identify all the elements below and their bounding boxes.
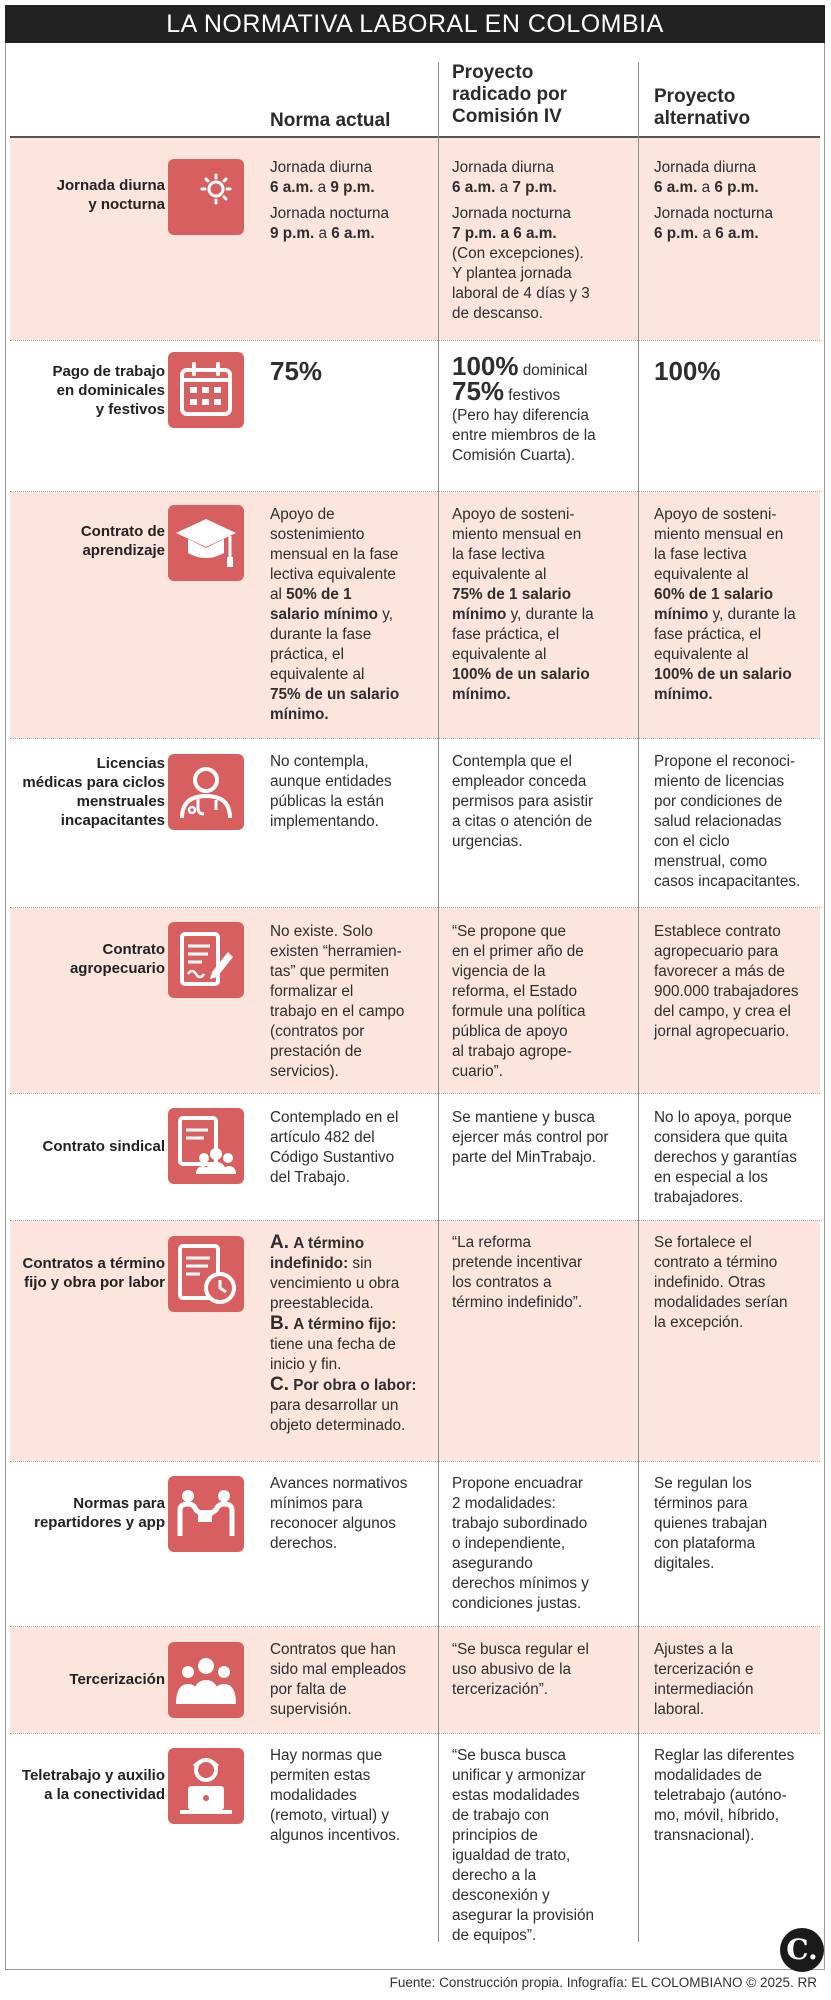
row-separator [10,1626,820,1627]
row-label-teletrabajo: Teletrabajo y auxilio a la conectividad [21,1767,165,1803]
row-separator [10,738,820,739]
row-label-agro: Contrato agropecuario [69,941,165,977]
cell-aprendizaje-proyecto: Apoyo de sosteni- miento mensual en la fase lectiva equivalente al 75% de 1 salario mínimo y, durante la fase práctica, el equivalente al 100% de un salario mínimo. [452,506,594,703]
cell-agro-proyecto: “Se propone que en el primer año de vigencia de la reforma, el Estado formule una política pública de apoyo al trabajo agrope- cuario”. [452,923,586,1080]
cell-teletrabajo-alt: Reglar las diferentes modalidades de teletrabajo (autóno- mo, móvil, híbrido, transnacional). [654,1747,795,1844]
cell-aprendizaje-alt: Apoyo de sosteni- miento mensual en la fase lectiva equivalente al 60% de 1 salario mínimo y, durante la fase práctica, el equivalente al 100% de un salario mínimo. [654,506,796,703]
row-separator [10,1093,820,1094]
cell-repartidores-actual: Avances normativos mínimos para reconocer algunos derechos. [270,1475,408,1552]
cell-termino-alt: Se fortalece el contrato a término indefinido. Otras modalidades serían la excepción. [654,1234,788,1331]
cell-sindical-alt: No lo apoya, porque considera que quita derechos y garantías en especial a los trabajadores. [654,1109,797,1206]
row-separator [10,1461,820,1462]
cell-licencias-proyecto: Contempla que el empleador conceda permisos para asistir a citas o atención de urgencias. [452,753,594,850]
remote-worker-icon [168,1748,244,1824]
cell-jornada-proyecto: Jornada diurna 6 a.m. a 7 p.m. Jornada nocturna 7 p.m. a 6 a.m. (Con excepciones). Y plantea jornada laboral de 4 días y 3 de descanso. [452,159,590,322]
row-label-termino: Contratos a término fijo y obra por labor [22,1255,165,1291]
doctor-icon [168,754,244,830]
cell-tercerizacion-actual: Contratos que han sido mal empleados por falta de supervisión. [270,1641,407,1718]
row-separator [10,491,820,492]
row-separator [10,340,820,341]
column-divider [438,62,439,1942]
graduation-cap-icon [168,505,244,581]
cell-teletrabajo-proyecto: “Se busca busca unificar y armonizar estas modalidades de trabajo con principios de igualdad de trato, derecho a la desconexión y asegurar la provisión de equipos”. [452,1747,594,1944]
row-label-licencias: Licencias médicas para ciclos menstruales incapacitantes [22,755,165,829]
cell-jornada-actual: Jornada diurna 6 a.m. a 9 p.m. Jornada nocturna 9 p.m. a 6 a.m. [270,159,390,242]
row-label-aprendizaje: Contrato de aprendizaje [80,523,165,559]
cell-licencias-alt: Propone el reconoci- miento de licencias por condiciones de salud relacionadas con el ciclo menstrual, como casos incapacitantes. [654,753,801,890]
header-norma-actual: Norma actual [270,110,391,131]
cell-tercerizacion-proyecto: “Se busca regular el uso abusivo de la tercerización”. [452,1641,589,1698]
el-colombiano-logo: C. [780,1928,824,1972]
row-separator [10,1733,820,1734]
group-icon [168,1642,244,1718]
cell-pago-alt: 100% [654,356,721,386]
row-label-tercerizacion: Tercerización [69,1671,165,1688]
document-clock-icon [168,1236,244,1312]
cell-agro-alt: Establece contrato agropecuario para favorecer a más de 900.000 trabajadores del campo, y crea el jornal agropecuario. [654,923,799,1040]
cell-pago-actual: 75% [270,356,323,386]
row-label-repartidores: Normas para repartidores y app [34,1495,165,1531]
cell-teletrabajo-actual: Hay normas que permiten estas modalidades (remoto, virtual) y algunos incentivos. [270,1747,401,1844]
column-divider [638,62,639,1942]
row-label-pago: Pago de trabajo en dominicales y festivos [52,363,165,418]
cell-licencias-actual: No contempla, aunque entidades públicas la están implementando. [270,753,392,830]
cell-termino-actual: A. A término indefinido: sin vencimiento u obra preestablecida. B. A término fijo: tiene una fecha de inicio y fin. C. Por obra o labor: para desarrollar un objeto determinado. [270,1232,417,1434]
page-title: LA NORMATIVA LABORAL EN COLOMBIA [5,5,825,43]
union-document-icon [168,1108,244,1184]
row-separator [10,1220,820,1221]
contract-sign-icon [168,922,244,998]
cell-repartidores-proyecto: Propone encuadrar 2 modalidades: trabajo subordinado o independiente, asegurando derechos mínimos y condiciones justas. [452,1475,589,1612]
row-separator [10,907,820,908]
cell-jornada-alt: Jornada diurna 6 a.m. a 6 p.m. Jornada nocturna 6 p.m. a 6 a.m. [654,159,774,242]
header-proyecto-alternativo: Proyecto alternativo [654,86,751,129]
header-proyecto-radicado: Proyecto radicado por Comisión IV [452,62,568,127]
cell-termino-proyecto: “La reforma pretende incentivar los contratos a término indefinido”. [452,1234,583,1311]
row-label-jornada: Jornada diurna y nocturna [56,177,165,213]
row-label-sindical: Contrato sindical [42,1138,165,1155]
cell-pago-proyecto: 100% dominical 75% festivos (Pero hay diferencia entre miembros de la Comisión Cuarta). [452,351,596,464]
calendar-icon [168,352,244,428]
sun-moon-icon [168,159,244,235]
delivery-icon [168,1476,244,1552]
source-credit: Fuente: Construcción propia. Infografía: EL COLOMBIANO © 2025. RR [389,1975,817,1990]
cell-sindical-proyecto: Se mantiene y busca ejercer más control por parte del MinTrabajo. [452,1109,609,1166]
cell-aprendizaje-actual: Apoyo de sostenimiento mensual en la fase lectiva equivalente al 50% de 1 salario mínimo y, durante la fase práctica, el equivalente al 75% de un salario mínimo. [270,506,400,723]
cell-repartidores-alt: Se regulan los términos para quienes trabajan con plataforma digitales. [654,1475,768,1572]
cell-tercerizacion-alt: Ajustes a la tercerización e intermediación laboral. [654,1641,754,1718]
cell-agro-actual: No existe. Solo existen “herramien- tas” que permiten formalizar el trabajo en el campo (contratos por prestación de servicios). [270,923,405,1080]
cell-sindical-actual: Contemplado en el artículo 482 del Código Sustantivo del Trabajo. [270,1109,399,1186]
